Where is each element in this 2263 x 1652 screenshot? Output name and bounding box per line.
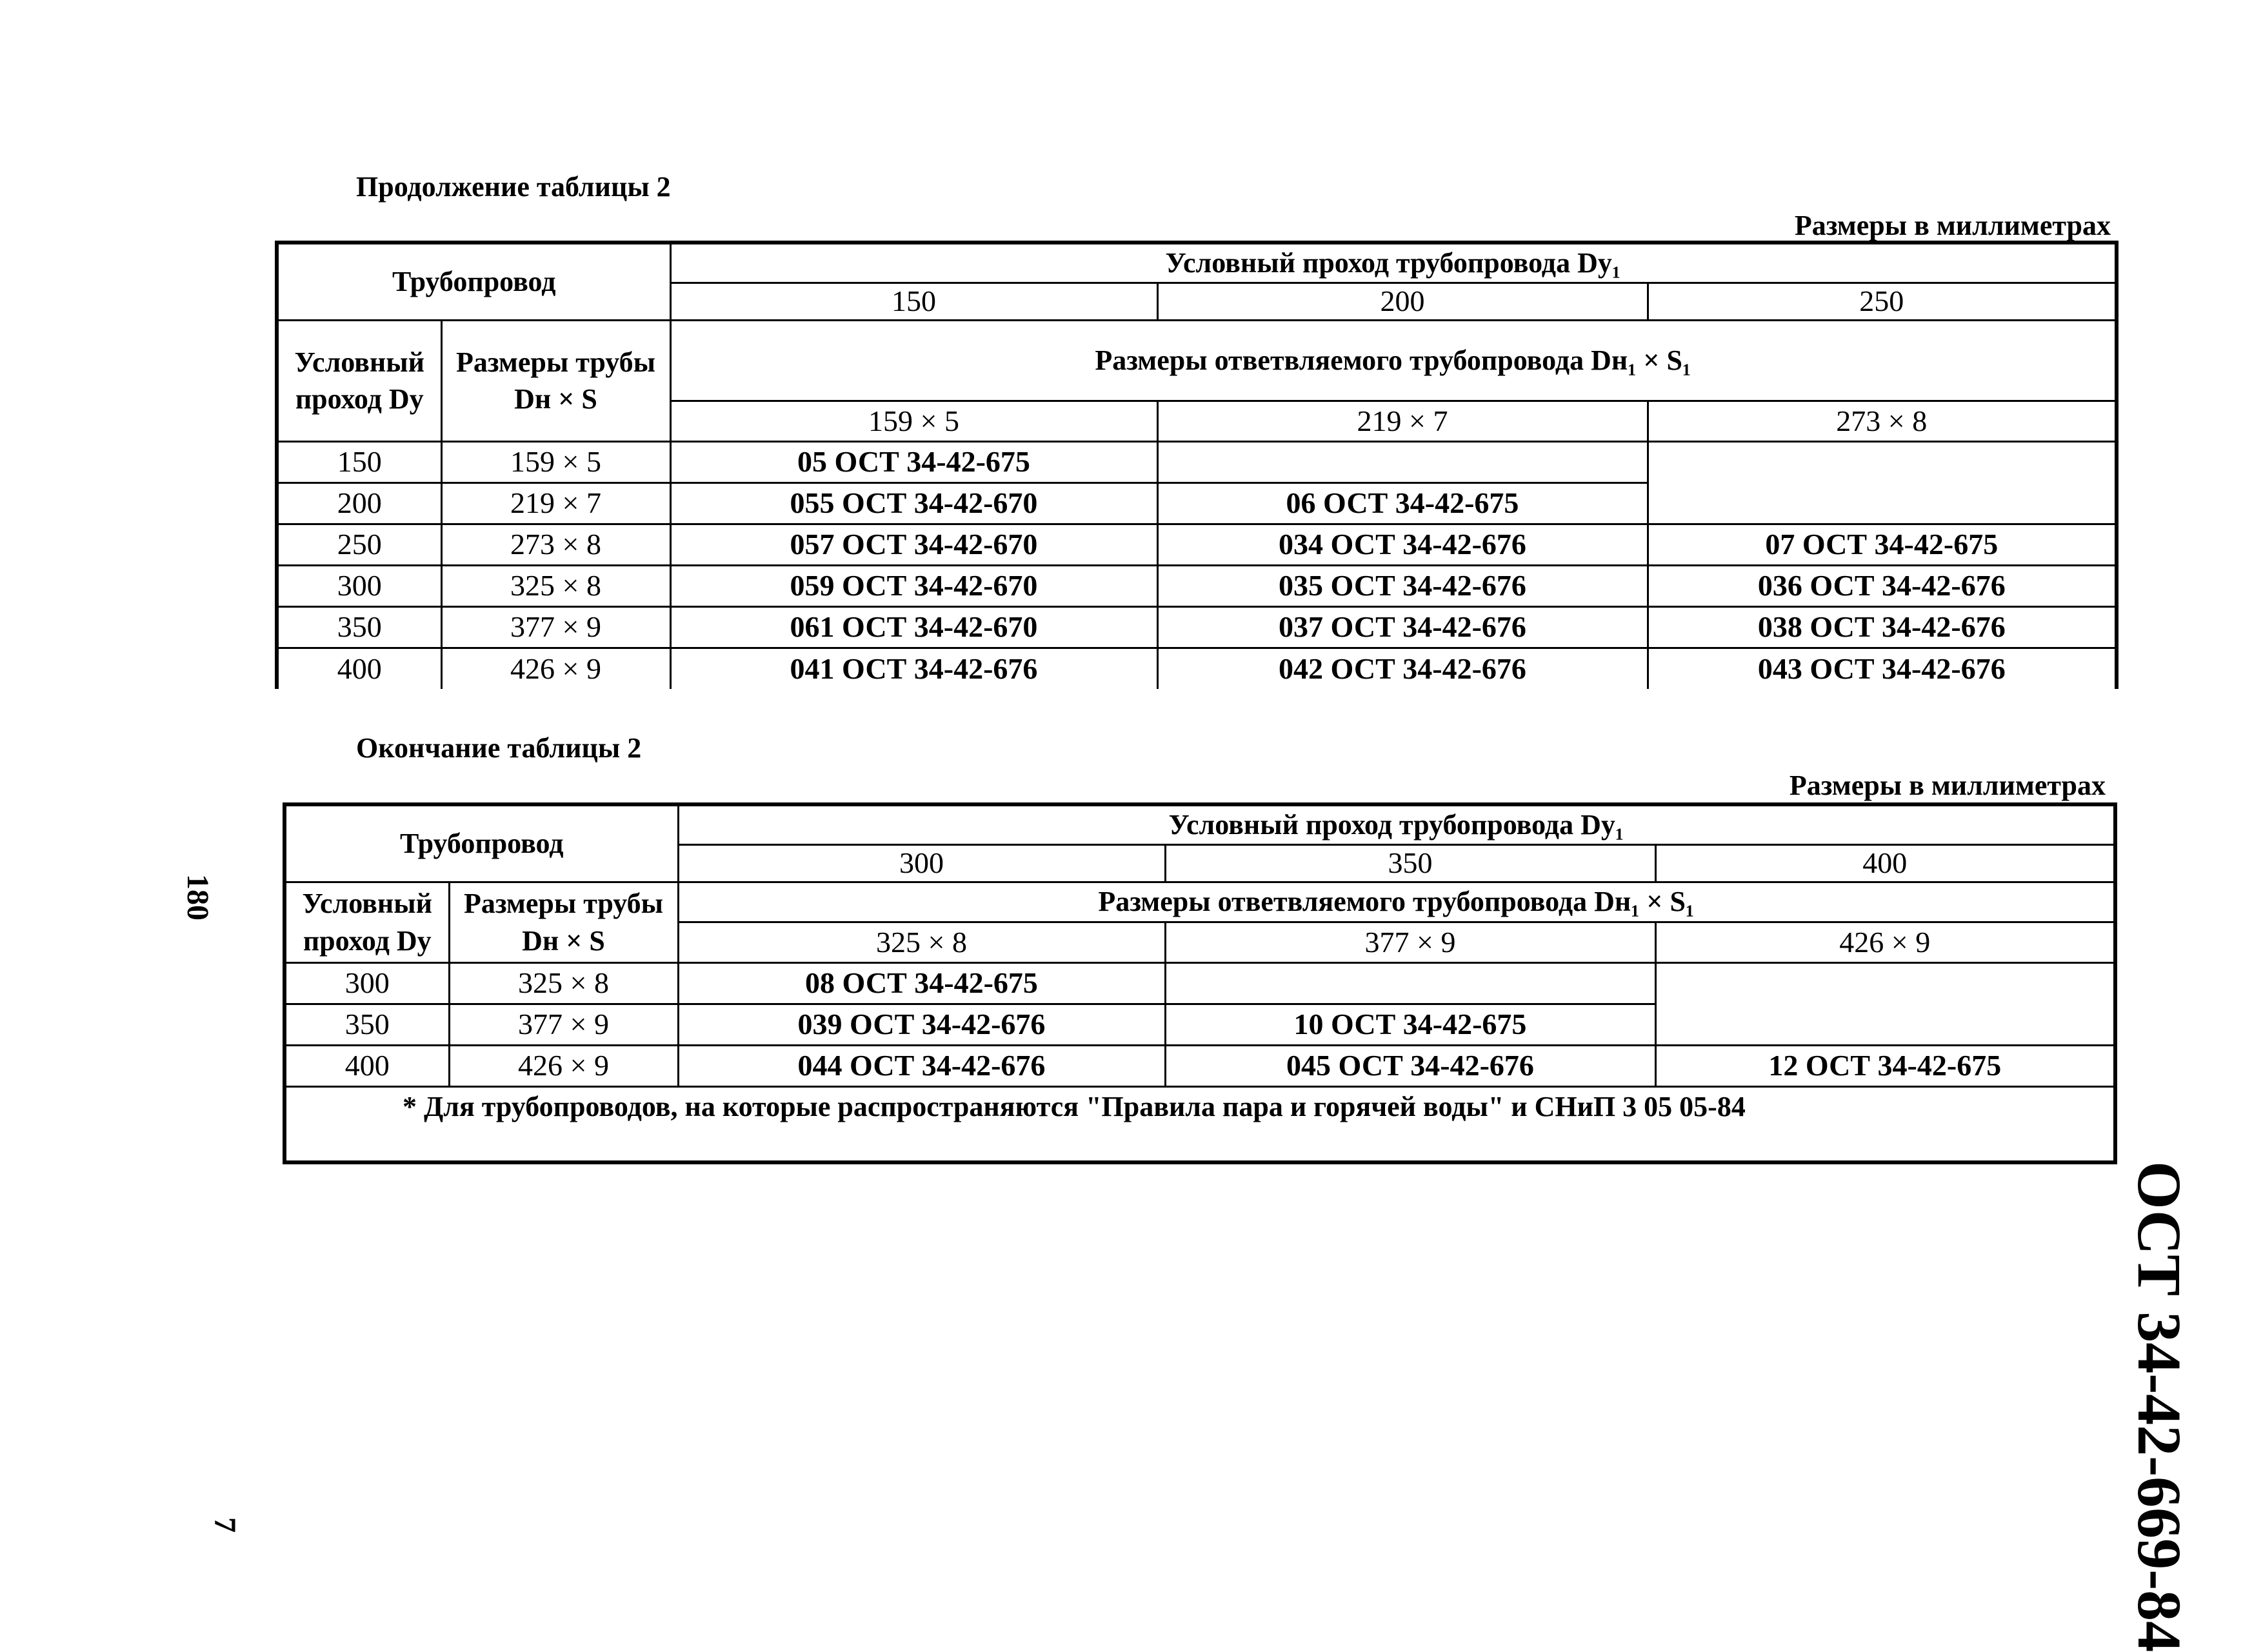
table1-pipe-size-header: Размеры трубы Dн × S — [441, 320, 670, 441]
table1-row5-c3: 038 ОСТ 34-42-676 — [1648, 606, 2117, 648]
table-row — [284, 962, 2115, 1004]
table2-row1-dy: 300 — [284, 962, 449, 1004]
table1-row1-size: 159 × 5 — [441, 441, 670, 483]
table1-row1-dy: 150 — [277, 441, 441, 483]
table-row — [277, 565, 2117, 606]
table2-row1-size: 325 × 8 — [449, 962, 678, 1004]
table1-nominal-bore-header: Условный проход Dy — [277, 320, 441, 441]
table2-row1-c1: 08 ОСТ 34-42-675 — [678, 962, 1165, 1004]
table2-units-note: Размеры в миллиметрах — [1789, 770, 2106, 801]
table2-row1-c3 — [1655, 962, 2115, 1045]
table1-nominal-bore-group-header: Условный проход трубопровода Dy₁ — [670, 243, 2117, 283]
table1-row5-c2: 037 ОСТ 34-42-676 — [1157, 606, 1648, 648]
table1-branch-size-2: 219 × 7 — [1157, 401, 1648, 441]
table2-row2-dy: 350 — [284, 1004, 449, 1045]
table-row — [277, 606, 2117, 648]
table2-caption: Окончание таблицы 2 — [356, 732, 642, 764]
table1-row6-c2: 042 ОСТ 34-42-676 — [1157, 648, 1648, 689]
table2-row3-c1: 044 ОСТ 34-42-676 — [678, 1045, 1165, 1086]
table1 — [275, 241, 2118, 689]
table1-bore-200: 200 — [1157, 283, 1648, 320]
table1-row6-c3: 043 ОСТ 34-42-676 — [1648, 648, 2117, 689]
document-code: ОСТ 34-42-669-84 — [2125, 1161, 2194, 1652]
table1-row3-c3: 07 ОСТ 34-42-675 — [1648, 524, 2117, 565]
table-row — [284, 1045, 2115, 1086]
table2 — [283, 802, 2117, 1164]
table1-row4-size: 325 × 8 — [441, 565, 670, 606]
table2-pipe-size-header: Размеры трубы Dн × S — [449, 882, 678, 962]
table-row — [277, 441, 2117, 483]
table1-bore-250: 250 — [1648, 283, 2117, 320]
table2-branch-size-3: 426 × 9 — [1655, 922, 2115, 962]
table2-nominal-bore-group-header: Условный проход трубопровода Dy₁ — [678, 804, 2115, 844]
table1-row6-size: 426 × 9 — [441, 648, 670, 689]
table1-row1-c1: 05 ОСТ 34-42-675 — [670, 441, 1157, 483]
table1-row3-c2: 034 ОСТ 34-42-676 — [1157, 524, 1648, 565]
table1-branch-size-3: 273 × 8 — [1648, 401, 2117, 441]
table1-row3-size: 273 × 8 — [441, 524, 670, 565]
table2-branch-size-2: 377 × 9 — [1165, 922, 1655, 962]
table1-row4-c2: 035 ОСТ 34-42-676 — [1157, 565, 1648, 606]
table-row — [277, 524, 2117, 565]
table1-row1-c2 — [1157, 441, 1648, 483]
table1-row2-c1: 055 ОСТ 34-42-670 — [670, 483, 1157, 524]
table1-row3-dy: 250 — [277, 524, 441, 565]
table1-units-note: Размеры в миллиметрах — [1794, 210, 2111, 241]
table2-bore-300: 300 — [678, 844, 1165, 882]
table2-footnote: * Для трубопроводов, на которые распространяются "Правила пара и горячей воды" и СНиП 3 05 05-84 — [284, 1086, 2115, 1162]
page-number: 180 — [181, 874, 215, 921]
table2-branch-size-1: 325 × 8 — [678, 922, 1165, 962]
table2-row2-c2: 10 ОСТ 34-42-675 — [1165, 1004, 1655, 1045]
table1-caption: Продолжение таблицы 2 — [356, 171, 671, 203]
table1-row6-dy: 400 — [277, 648, 441, 689]
table1-branch-size-group-header: Размеры ответвляемого трубопровода Dн₁ × S₁ — [670, 320, 2117, 401]
table1-row5-dy: 350 — [277, 606, 441, 648]
table1-row3-c1: 057 ОСТ 34-42-670 — [670, 524, 1157, 565]
table2-row3-size: 426 × 9 — [449, 1045, 678, 1086]
table1-row5-c1: 061 ОСТ 34-42-670 — [670, 606, 1157, 648]
table2-pipeline-header: Трубопровод — [284, 804, 678, 882]
table1-bore-150: 150 — [670, 283, 1157, 320]
table1-row2-dy: 200 — [277, 483, 441, 524]
table1-row1-c3 — [1648, 441, 2117, 524]
table2-row2-size: 377 × 9 — [449, 1004, 678, 1045]
table2-bore-350: 350 — [1165, 844, 1655, 882]
table2-nominal-bore-header: Условный проход Dy — [284, 882, 449, 962]
table2-branch-size-group-header: Размеры ответвляемого трубопровода Dн₁ × S₁ — [678, 882, 2115, 922]
table1-row2-c2: 06 ОСТ 34-42-675 — [1157, 483, 1648, 524]
table2-bore-400: 400 — [1655, 844, 2115, 882]
table1-pipeline-header: Трубопровод — [277, 243, 670, 320]
table1-row5-size: 377 × 9 — [441, 606, 670, 648]
bottom-mark: 7 — [208, 1517, 242, 1533]
table1-row2-size: 219 × 7 — [441, 483, 670, 524]
table1-branch-size-1: 159 × 5 — [670, 401, 1157, 441]
table1-row4-dy: 300 — [277, 565, 441, 606]
table2-row3-c3: 12 ОСТ 34-42-675 — [1655, 1045, 2115, 1086]
table1-row4-c3: 036 ОСТ 34-42-676 — [1648, 565, 2117, 606]
table-row — [277, 648, 2117, 689]
table2-row2-c1: 039 ОСТ 34-42-676 — [678, 1004, 1165, 1045]
table2-row1-c2 — [1165, 962, 1655, 1004]
table2-row3-dy: 400 — [284, 1045, 449, 1086]
table1-row4-c1: 059 ОСТ 34-42-670 — [670, 565, 1157, 606]
table2-row3-c2: 045 ОСТ 34-42-676 — [1165, 1045, 1655, 1086]
table1-row6-c1: 041 ОСТ 34-42-676 — [670, 648, 1157, 689]
